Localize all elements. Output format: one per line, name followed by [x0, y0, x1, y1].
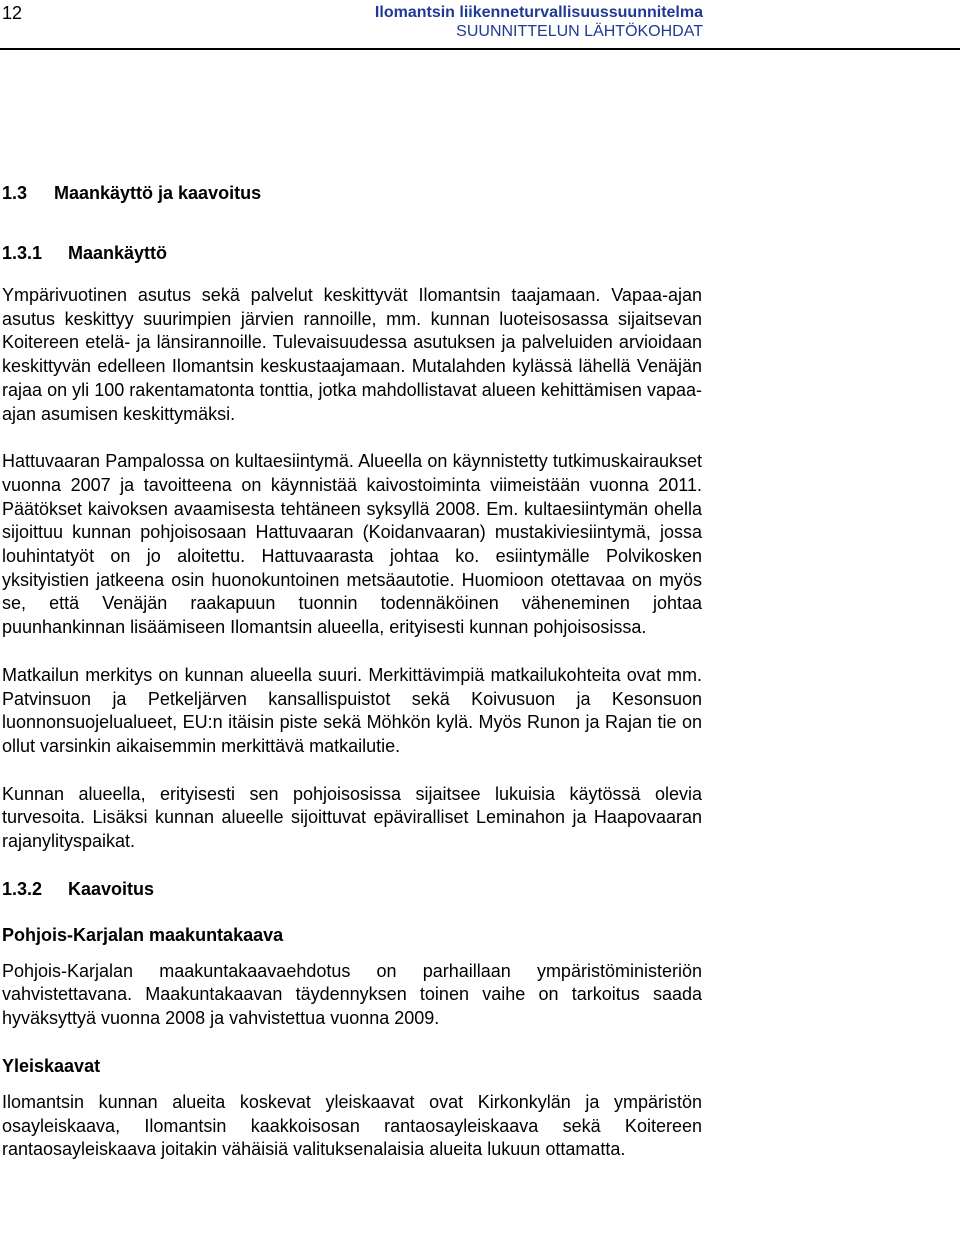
subsection-heading-kaavoitus: [2, 876, 702, 902]
subsection-title: Maankäyttö: [68, 243, 168, 263]
page-content: [2, 180, 702, 1162]
subsection-number: 1.3.1: [2, 243, 43, 263]
paragraph-turvesuot: Kunnan alueella, erityisesti sen pohjoisosissa sijaitsee lukuisia käytössä olevia turvesoita. Lisäksi kunnan alueelle sijoittuvat epäviralliset Leminahon ja Haapovaaran rajanylityspaikat.: [2, 783, 702, 852]
section-heading: [2, 180, 702, 206]
heading-maakuntakaava: Pohjois-Karjalan maakuntakaava: [2, 924, 284, 945]
page-number: 12: [2, 3, 23, 23]
paragraph-maakuntakaava: Pohjois-Karjalan maakuntakaavaehdotus on parhaillaan ympäristöministeriön vahvistettavana. Maakuntakaavan täydennyksen toinen vaihe on tarkoitus saada hyväksyttyä vuonna 2008 ja vahvistettua vuonna 2009.: [2, 960, 702, 1029]
header-divider: [0, 48, 960, 50]
subsection-title: Kaavoitus: [68, 878, 155, 899]
subsection-heading-maankaytto: [2, 240, 702, 266]
section-title: Maankäyttö ja kaavoitus: [54, 183, 262, 203]
subsection-number: 1.3.2: [2, 878, 43, 899]
paragraph-matkailu: Matkailun merkitys on kunnan alueella suuri. Merkittävimpiä matkailukohteita ovat mm. Patvinsuon ja Petkeljärven kansallispuistot sekä Koivusuon ja Kesonsuon luonnonsuojelualueet, EU:n itäisin piste sekä Möhkön kylä. Myös Runon ja Rajan tie on ollut varsinkin aikaisemmin merkittävä matkailutie.: [2, 664, 702, 756]
page-header: [0, 0, 960, 52]
paragraph-kultaesiintyma: Hattuvaaran Pampalossa on kultaesiintymä. Alueella on käynnistetty tutkimuskairaukset vuonna 2007 ja tavoitteena on käynnistää kaivostoiminta viimeistään vuonna 2011. Päätökset kaivoksen avaamisesta tehtäneen syksyllä 2008. Em. kultaesiintymän ohella sijoittuu kunnan pohjoisosaan Hattuvaaran (Koidanvaaran) mustakiviesiintymä, jossa louhintatyöt on jo aloitettu. Hattuvaarasta johtaa ko. esiintymälle Polvikosken yksityistien jatkeena osin huonokuntoinen metsäautotie. Huomioon otettavaa on myös se, että Venäjän raakapuun tuonnin todennäköinen väheneminen johtaa puunhankinnan lisäämiseen Ilomantsin alueella, erityisesti kunnan pohjoisosissa.: [2, 451, 702, 638]
document-title: Ilomantsin liikenneturvallisuussuunnitelma: [374, 4, 703, 21]
heading-yleiskaavat: Yleiskaavat: [2, 1055, 101, 1076]
paragraph-asutus: Ympärivuotinen asutus sekä palvelut keskittyvät Ilomantsin taajamaan. Vapaa-ajan asutus keskittyy suurimpien järvien rannoille, mm. kunnan luoteisosassa sijaitsevan Koitereen etelä- ja länsirannoille. Tulevaisuudessa asutuksen ja palveluiden arvioidaan keskittyvän edelleen Ilomantsin keskustaajamaan. Mutalahden kylässä lähellä Venäjän rajaa on yli 100 rakentamatonta tonttia, jotka mahdollistavat alueen kehittämisen vapaa-ajan asumisen keskittymäksi.: [2, 285, 702, 424]
document-subtitle: SUUNNITTELUN LÄHTÖKOHDAT: [456, 23, 703, 40]
section-number: 1.3: [2, 183, 28, 203]
paragraph-yleiskaavat: Ilomantsin kunnan alueita koskevat yleiskaavat ovat Kirkonkylän ja ympäristön osayleiskaava, Ilomantsin kaakkoisosan rantaosayleiskaava sekä Koitereen rantaosayleiskaava joitakin vähäisiä valituksenalaisia alueita lukuun ottamatta.: [2, 1091, 702, 1160]
